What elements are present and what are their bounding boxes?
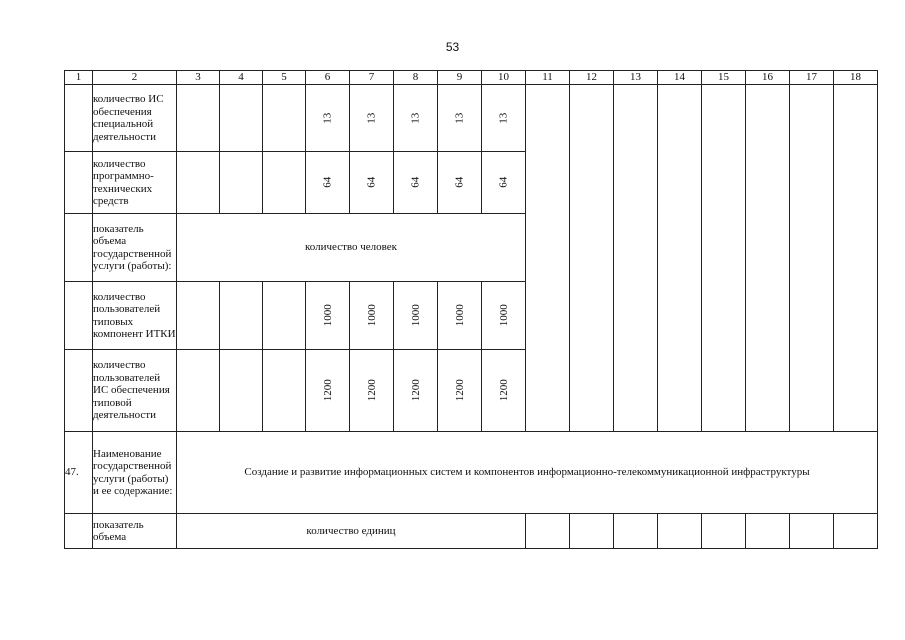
empty-cell — [220, 152, 263, 214]
column-number: 14 — [658, 71, 702, 85]
empty-cell — [263, 152, 306, 214]
value-cell — [438, 350, 482, 432]
row-number-cell — [65, 85, 93, 152]
unit-text: количество человек — [177, 214, 526, 282]
row-label: показатель объема — [93, 514, 177, 549]
value-text: 1000 — [321, 304, 334, 327]
row-label: показатель объема государственной услуги (работы): — [93, 214, 177, 282]
value-cell — [350, 152, 394, 214]
value-cell — [394, 350, 438, 432]
empty-cell — [526, 514, 570, 549]
value-text: 1200 — [453, 379, 466, 402]
empty-cell — [702, 85, 746, 432]
empty-cell — [220, 350, 263, 432]
value-cell — [482, 350, 526, 432]
unit-text: количество единиц — [177, 514, 526, 549]
column-number: 5 — [263, 71, 306, 85]
service-name-text: Создание и развитие информационных систем и компонентов информационно-телекоммуникационной инфраструктуры — [177, 432, 878, 514]
value-text: 64 — [453, 177, 466, 188]
value-text: 1200 — [321, 379, 334, 402]
row-label: количество пользователей ИС обеспечения типовой деятельности — [93, 350, 177, 432]
value-cell — [306, 152, 350, 214]
value-text: 1000 — [497, 304, 510, 327]
empty-cell — [790, 514, 834, 549]
value-cell — [438, 85, 482, 152]
empty-cell — [570, 85, 614, 432]
data-table — [64, 70, 878, 549]
empty-cell — [177, 152, 220, 214]
column-number: 1 — [65, 71, 93, 85]
empty-cell — [263, 85, 306, 152]
empty-cell — [746, 85, 790, 432]
value-text: 1200 — [497, 379, 510, 402]
empty-cell — [702, 514, 746, 549]
empty-cell — [570, 514, 614, 549]
value-text: 13 — [497, 112, 510, 124]
empty-cell — [263, 282, 306, 350]
empty-cell — [834, 514, 878, 549]
value-cell — [350, 85, 394, 152]
value-text: 13 — [453, 112, 466, 124]
value-cell — [306, 350, 350, 432]
column-number: 12 — [570, 71, 614, 85]
row-number: 47. — [65, 432, 93, 514]
value-cell — [306, 282, 350, 350]
value-cell — [482, 85, 526, 152]
empty-cell — [746, 514, 790, 549]
value-cell — [394, 282, 438, 350]
value-text: 64 — [365, 177, 378, 188]
value-cell — [482, 152, 526, 214]
column-number-row — [65, 71, 878, 85]
table-row — [65, 432, 878, 514]
empty-cell — [614, 514, 658, 549]
row-number-cell — [65, 282, 93, 350]
column-number: 13 — [614, 71, 658, 85]
row-label: количество пользователей типовых компонент ИТКИ — [93, 282, 177, 350]
value-text: 1000 — [409, 304, 422, 327]
value-text: 13 — [365, 112, 378, 124]
row-label: количество ИС обеспечения специальной деятельности — [93, 85, 177, 152]
empty-cell — [177, 350, 220, 432]
value-text: 1200 — [409, 379, 422, 402]
value-cell — [350, 350, 394, 432]
empty-cell — [790, 85, 834, 432]
column-number: 15 — [702, 71, 746, 85]
column-number: 10 — [482, 71, 526, 85]
column-number: 8 — [394, 71, 438, 85]
value-cell — [482, 282, 526, 350]
empty-cell — [834, 85, 878, 432]
column-number: 4 — [220, 71, 263, 85]
value-cell — [394, 152, 438, 214]
value-cell — [350, 282, 394, 350]
column-number: 9 — [438, 71, 482, 85]
column-number: 7 — [350, 71, 394, 85]
empty-cell — [614, 85, 658, 432]
value-text: 64 — [409, 177, 422, 188]
column-number: 16 — [746, 71, 790, 85]
empty-cell — [177, 282, 220, 350]
value-cell — [438, 152, 482, 214]
value-text: 13 — [321, 112, 334, 124]
table-row — [65, 85, 878, 152]
column-number: 6 — [306, 71, 350, 85]
empty-cell — [263, 350, 306, 432]
empty-cell — [658, 85, 702, 432]
value-cell — [394, 85, 438, 152]
row-label: Наименование государственной услуги (работы) и ее содержание: — [93, 432, 177, 514]
column-number: 2 — [93, 71, 177, 85]
column-number: 11 — [526, 71, 570, 85]
table-row — [65, 514, 878, 549]
column-number: 17 — [790, 71, 834, 85]
empty-cell — [220, 282, 263, 350]
value-cell — [306, 85, 350, 152]
row-label: количество программно-технических средств — [93, 152, 177, 214]
column-number: 3 — [177, 71, 220, 85]
empty-cell — [177, 85, 220, 152]
value-text: 1000 — [453, 304, 466, 327]
value-cell — [438, 282, 482, 350]
value-text: 64 — [321, 177, 334, 188]
value-text: 1200 — [365, 379, 378, 402]
row-number-cell — [65, 514, 93, 549]
row-number-cell — [65, 152, 93, 214]
value-text: 13 — [409, 112, 422, 124]
value-text: 1000 — [365, 304, 378, 327]
empty-cell — [526, 85, 570, 432]
page-number: 53 — [445, 40, 460, 54]
value-text: 64 — [497, 177, 510, 188]
row-number-cell — [65, 350, 93, 432]
empty-cell — [220, 85, 263, 152]
empty-cell — [658, 514, 702, 549]
row-number-cell — [65, 214, 93, 282]
column-number: 18 — [834, 71, 878, 85]
